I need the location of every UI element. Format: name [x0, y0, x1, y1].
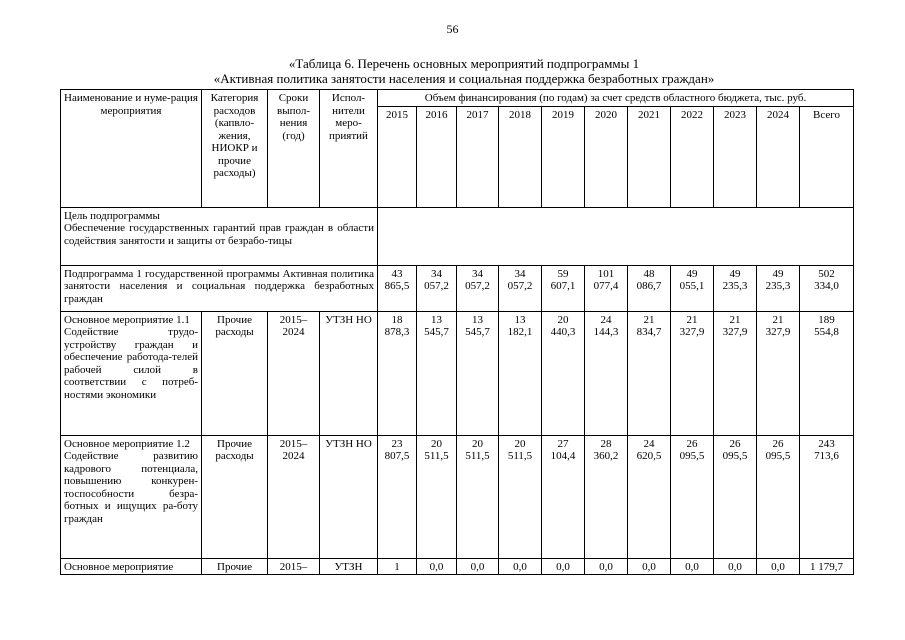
activity-last-terms: 2015–	[268, 558, 320, 575]
value-cell: 23 807,5	[378, 435, 417, 558]
header-total: Всего	[800, 106, 854, 207]
value-cell: 101 077,4	[585, 265, 628, 311]
activity-1-2-executor: УТЗН НО	[320, 435, 378, 558]
total-cell: 1 179,7	[800, 558, 854, 575]
value-cell: 0,0	[585, 558, 628, 575]
goal-text: Обеспечение государственных гарантий прав граждан в области содействия занятости и защиты от безрабо-тицы	[64, 222, 374, 247]
value-cell: 20 440,3	[542, 311, 585, 435]
value-cell: 24 144,3	[585, 311, 628, 435]
value-cell: 0,0	[499, 558, 542, 575]
value-cell: 34 057,2	[417, 265, 457, 311]
goal-empty-cell	[378, 207, 854, 265]
activity-1-2-terms: 2015–2024	[268, 435, 320, 558]
activity-last-name: Основное мероприятие	[61, 558, 202, 575]
header-year: 2023	[714, 106, 757, 207]
value-cell: 0,0	[757, 558, 800, 575]
activity-1-1-name-cell	[61, 311, 202, 435]
value-cell: 26 095,5	[714, 435, 757, 558]
value-cell: 20 511,5	[499, 435, 542, 558]
page-number: 56	[446, 22, 459, 36]
activity-1-2-name-cell	[61, 435, 202, 558]
activities-table	[60, 89, 854, 575]
value-cell: 0,0	[542, 558, 585, 575]
header-year: 2024	[757, 106, 800, 207]
value-cell: 59 607,1	[542, 265, 585, 311]
value-cell: 18 878,3	[378, 311, 417, 435]
goal-cell	[61, 207, 378, 265]
value-cell: 34 057,2	[499, 265, 542, 311]
header-funding: Объем финансирования (по годам) за счет средств областного бюджета, тыс. руб.	[378, 90, 854, 107]
value-cell: 24 620,5	[628, 435, 671, 558]
activity-1-1-terms: 2015–2024	[268, 311, 320, 435]
total-cell: 243 713,6	[800, 435, 854, 558]
value-cell: 21 327,9	[714, 311, 757, 435]
activity-1-1-executor: УТЗН НО	[320, 311, 378, 435]
value-cell: 48 086,7	[628, 265, 671, 311]
header-year: 2018	[499, 106, 542, 207]
total-cell: 502 334,0	[800, 265, 854, 311]
value-cell: 21 834,7	[628, 311, 671, 435]
activity-1-2-name: Основное мероприятие 1.2	[64, 437, 190, 450]
subprogram-row	[61, 265, 854, 311]
header-year: 2021	[628, 106, 671, 207]
value-cell: 20 511,5	[457, 435, 499, 558]
value-cell: 0,0	[457, 558, 499, 575]
value-cell: 13 182,1	[499, 311, 542, 435]
header-year: 2016	[417, 106, 457, 207]
header-executors: Испол-нители меро-приятий	[320, 90, 378, 208]
value-cell: 0,0	[671, 558, 714, 575]
activity-1-1-category: Прочие расходы	[202, 311, 268, 435]
value-cell: 13 545,7	[417, 311, 457, 435]
activity-last-executor: УТЗН	[320, 558, 378, 575]
activity-1-2-text: Содействие развитию кадрового потенциала, повышению конкурен-тоспособности безра-ботных и ищущих ра-боту граждан	[64, 450, 198, 525]
value-cell: 43 865,5	[378, 265, 417, 311]
header-category: Категория расходов (капвло-жения, НИОКР и прочие расходы)	[202, 90, 268, 208]
activity-1-1-row	[61, 311, 854, 435]
value-cell: 34 057,2	[457, 265, 499, 311]
table-title-line-1: «Таблица 6. Перечень основных мероприятий подпрограммы 1	[288, 56, 640, 71]
header-terms: Сроки выпол-нения (год)	[268, 90, 320, 208]
table-title-line-2: «Активная политика занятости населения и социальная поддержка безработных граждан»	[213, 71, 715, 86]
activity-last-row	[61, 558, 854, 575]
value-cell: 0,0	[628, 558, 671, 575]
activity-1-1-name: Основное мероприятие 1.1	[64, 313, 190, 326]
value-cell: 49 235,3	[714, 265, 757, 311]
header-year: 2017	[457, 106, 499, 207]
value-cell: 26 095,5	[757, 435, 800, 558]
header-year: 2020	[585, 106, 628, 207]
activity-1-1-text: Содействие трудо-устройству граждан и обеспечение работода-телей рабочей силой в соответствии с потреб-ностями экономики	[64, 326, 198, 401]
value-cell: 0,0	[714, 558, 757, 575]
table-title	[60, 56, 868, 86]
header-name: Наименование и нуме-рация мероприятия	[61, 90, 202, 208]
header-row-1	[61, 90, 854, 107]
value-cell: 27 104,4	[542, 435, 585, 558]
value-cell: 21 327,9	[757, 311, 800, 435]
goal-row	[61, 207, 854, 265]
value-cell: 0,0	[417, 558, 457, 575]
value-cell: 49 235,3	[757, 265, 800, 311]
header-year: 2015	[378, 106, 417, 207]
value-cell: 49 055,1	[671, 265, 714, 311]
subprogram-text: Подпрограмма 1 государственной программы Активная политика занятости населения и социальная поддержка безработных граждан	[61, 265, 378, 311]
activity-1-2-category: Прочие расходы	[202, 435, 268, 558]
header-year: 2022	[671, 106, 714, 207]
value-cell: 13 545,7	[457, 311, 499, 435]
value-cell: 21 327,9	[671, 311, 714, 435]
goal-label: Цель подпрограммы	[64, 209, 160, 222]
value-cell: 26 095,5	[671, 435, 714, 558]
activity-last-category: Прочие	[202, 558, 268, 575]
header-year: 2019	[542, 106, 585, 207]
value-cell: 28 360,2	[585, 435, 628, 558]
total-cell: 189 554,8	[800, 311, 854, 435]
value-cell: 20 511,5	[417, 435, 457, 558]
activity-1-2-row	[61, 435, 854, 558]
value-cell: 1	[378, 558, 417, 575]
